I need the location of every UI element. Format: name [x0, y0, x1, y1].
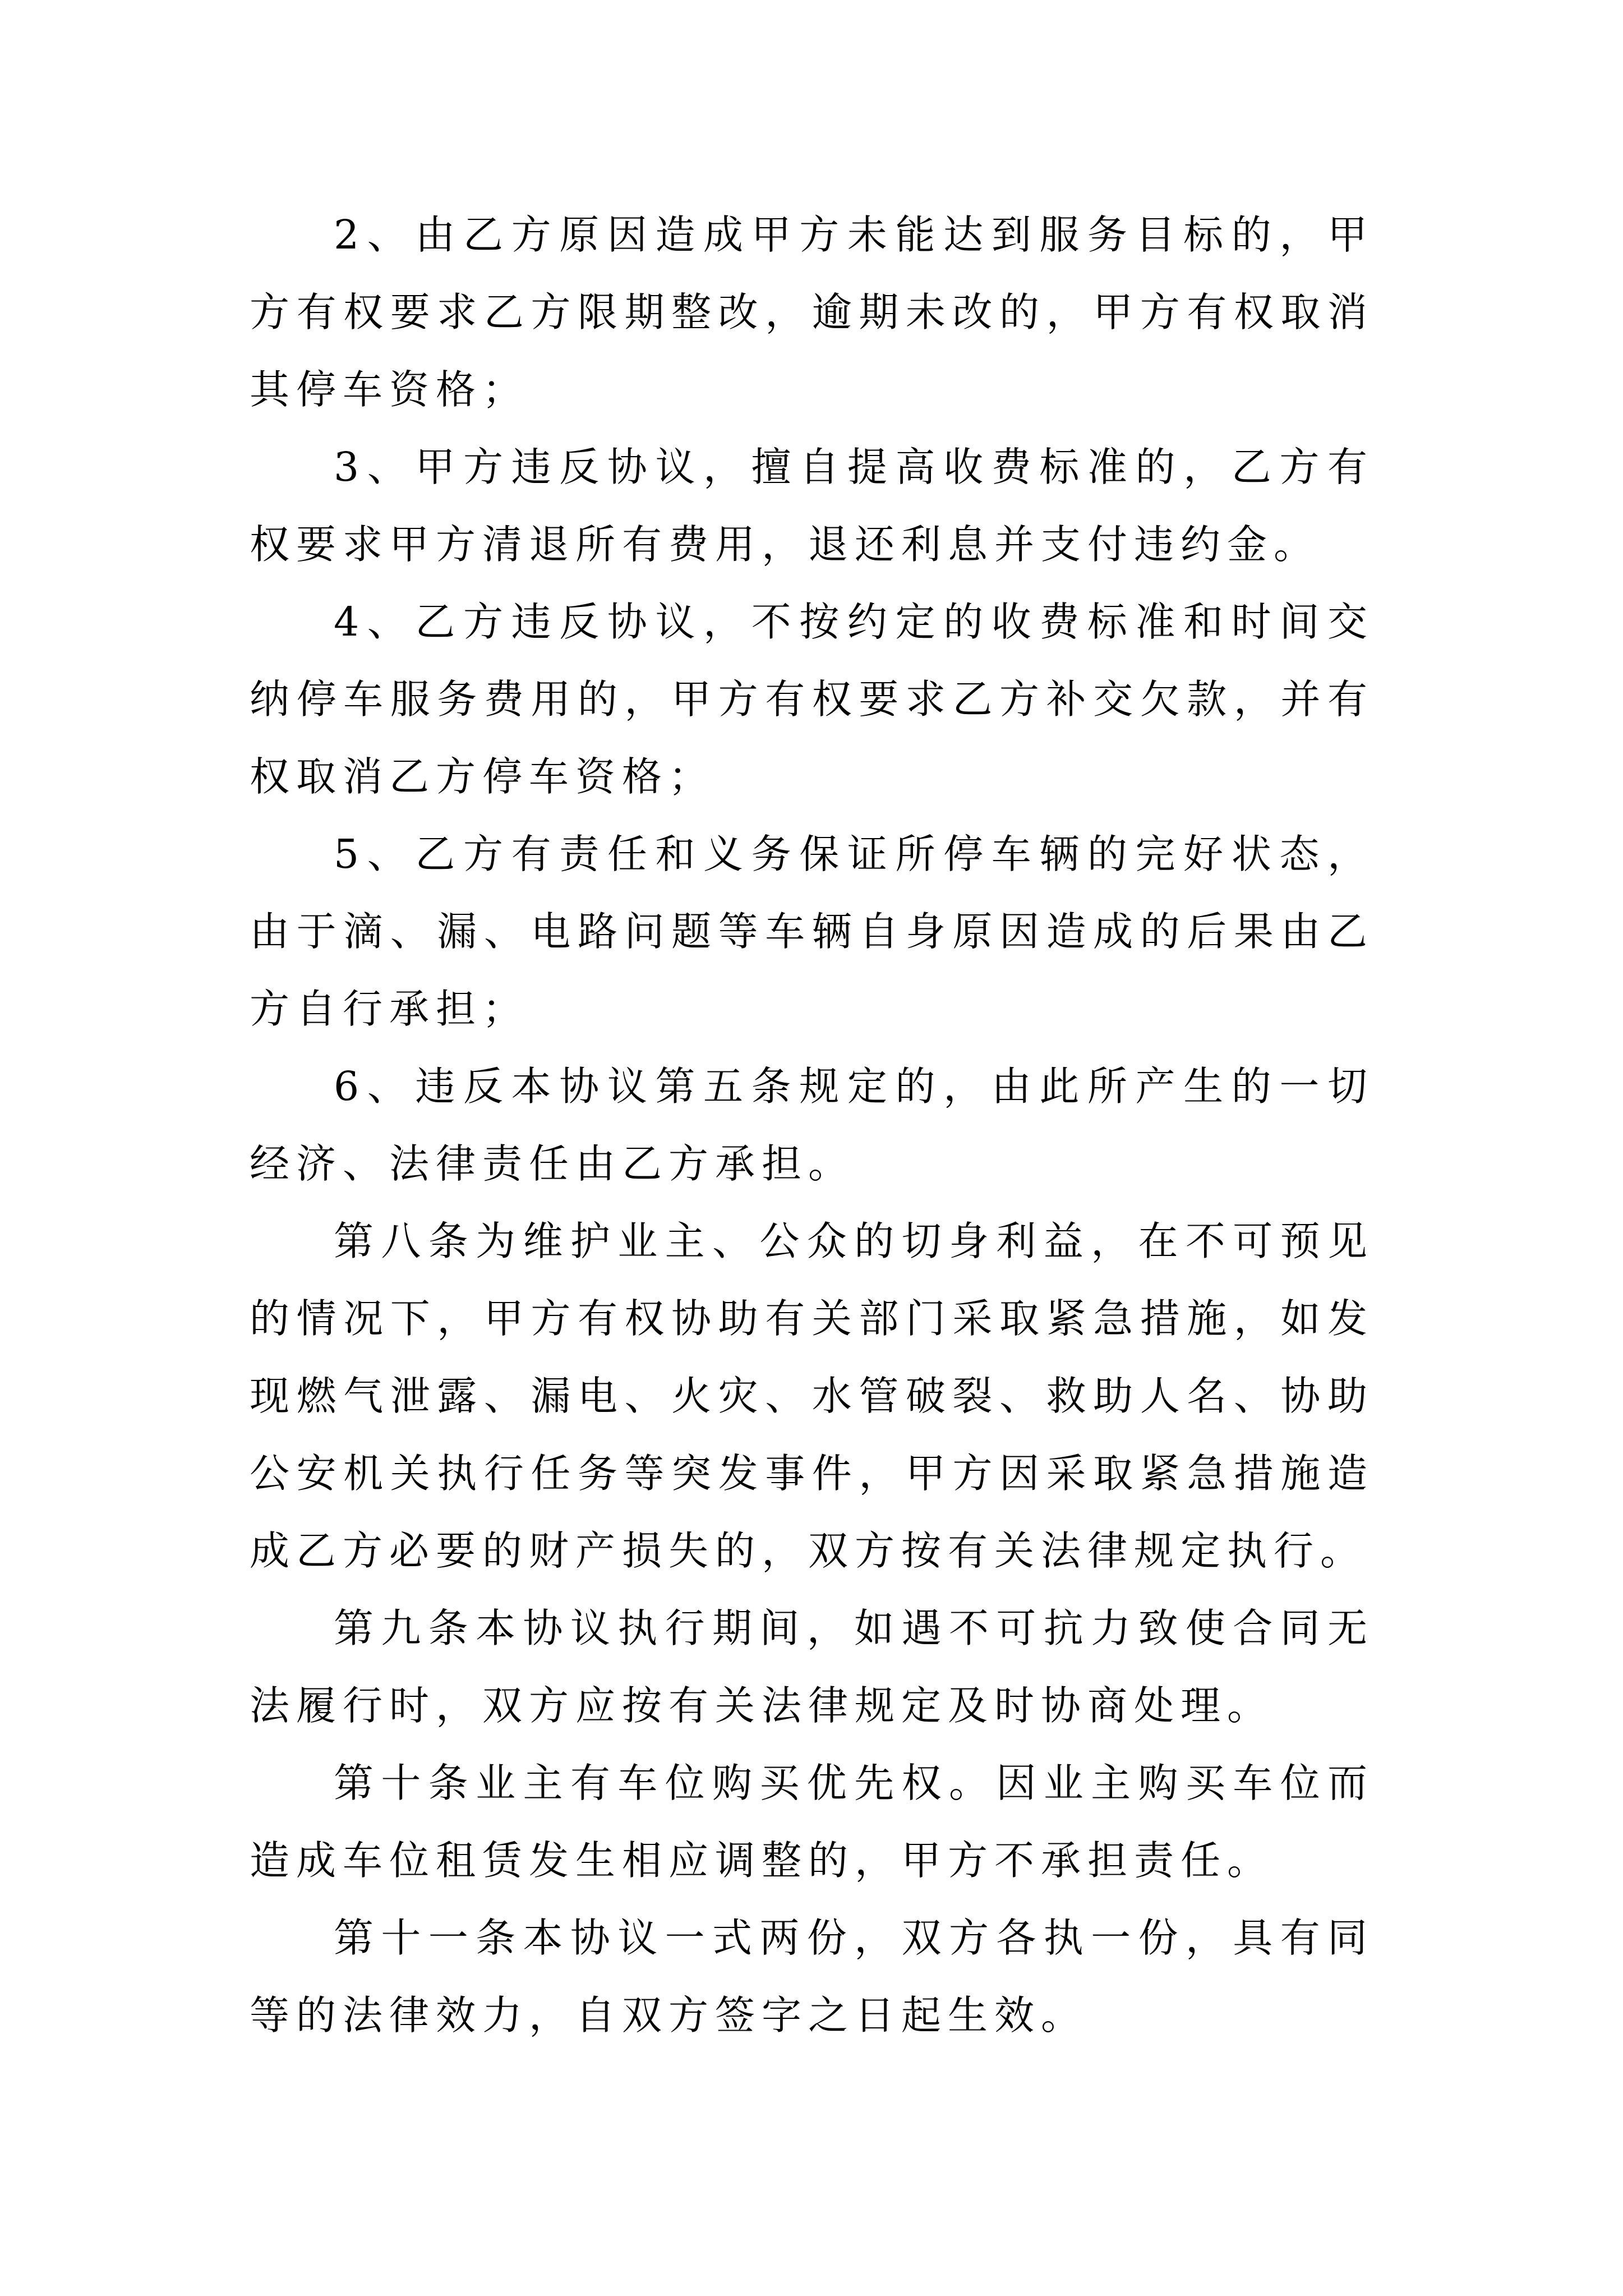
paragraph-clause-7-5: 5、乙方有责任和义务保证所停车辆的完好状态，由于滴、漏、电路问题等车辆自身原因造成的后果由乙方自行承担； — [250, 831, 1374, 1032]
paragraph-article-9: 第九条本协议执行期间，如遇不可抗力致使合同无法履行时，双方应按有关法律规定及时协商处理。 — [250, 1605, 1374, 1729]
document-body — [250, 196, 1374, 2054]
paragraph-clause-7-3: 3、甲方违反协议，擅自提高收费标准的，乙方有权要求甲方清退所有费用，退还利息并支付违约金。 — [250, 444, 1374, 568]
paragraph-article-10: 第十条业主有车位购买优先权。因业主购买车位而造成车位租赁发生相应调整的，甲方不承担责任。 — [250, 1760, 1374, 1884]
paragraph-clause-7-4: 4、乙方违反协议，不按约定的收费标准和时间交纳停车服务费用的，甲方有权要求乙方补交欠款，并有权取消乙方停车资格； — [250, 599, 1374, 800]
paragraph-article-11: 第十一条本协议一式两份，双方各执一份，具有同等的法律效力，自双方签字之日起生效。 — [250, 1915, 1374, 2039]
paragraph-clause-7-2: 2、由乙方原因造成甲方未能达到服务目标的，甲方有权要求乙方限期整改，逾期未改的，甲方有权取消其停车资格； — [250, 211, 1374, 413]
paragraph-article-8: 第八条为维护业主、公众的切身利益，在不可预见的情况下，甲方有权协助有关部门采取紧急措施，如发现燃气泄露、漏电、火灾、水管破裂、救助人名、协助公安机关执行任务等突发事件，甲方因采取紧急措施造成乙方必要的财产损失的，双方按有关法律规定执行。 — [250, 1218, 1374, 1574]
paragraph-clause-7-6: 6、违反本协议第五条规定的，由此所产生的一切经济、法律责任由乙方承担。 — [250, 1063, 1374, 1187]
